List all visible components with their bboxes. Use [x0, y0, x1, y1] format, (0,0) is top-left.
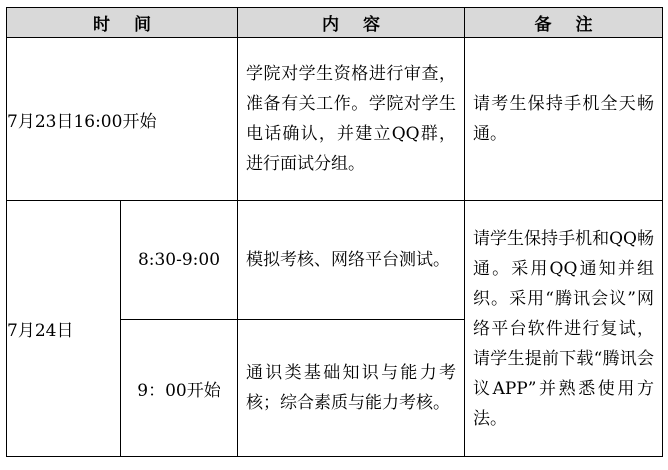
header-remarks: 备注	[465, 8, 663, 38]
remarks-cell	[465, 38, 663, 201]
remarks-text: 请学生保持手机和QQ畅通。采用QQ通知并组织。采用“腾讯会议”网络平台软件进行复试，请学生提前下载“腾讯会议APP”并熟悉使用方法。	[473, 228, 654, 429]
session-time-cell	[121, 201, 238, 320]
time-text: 7月23日16:00开始	[7, 111, 157, 132]
content-cell	[238, 38, 465, 201]
table-row	[7, 38, 663, 201]
header-row	[7, 8, 663, 38]
table-row	[7, 201, 663, 320]
content-text: 学院对学生资格进行审查，准备有关工作。学院对学生电话确认，并建立QQ群，进行面试分组。	[246, 64, 456, 174]
session-time-text: 8:30-9:00	[137, 250, 221, 270]
time-cell	[7, 38, 238, 201]
date-cell	[7, 201, 121, 457]
session-content-text: 通识类基础知识与能力考核；综合素质与能力考核。	[246, 363, 456, 413]
session-content-cell	[238, 320, 465, 457]
header-time: 时间	[7, 8, 238, 38]
remarks-text: 请考生保持手机全天畅通。	[473, 94, 654, 144]
session-content-cell	[238, 201, 465, 320]
session-content-text: 模拟考核、网络平台测试。	[246, 250, 450, 270]
schedule-table	[6, 7, 663, 457]
session-time-cell	[121, 320, 238, 457]
header-content: 内容	[238, 8, 465, 38]
date-text: 7月24日	[7, 321, 74, 341]
session-time-text: 9：00开始	[137, 380, 221, 401]
remarks-cell	[465, 201, 663, 457]
